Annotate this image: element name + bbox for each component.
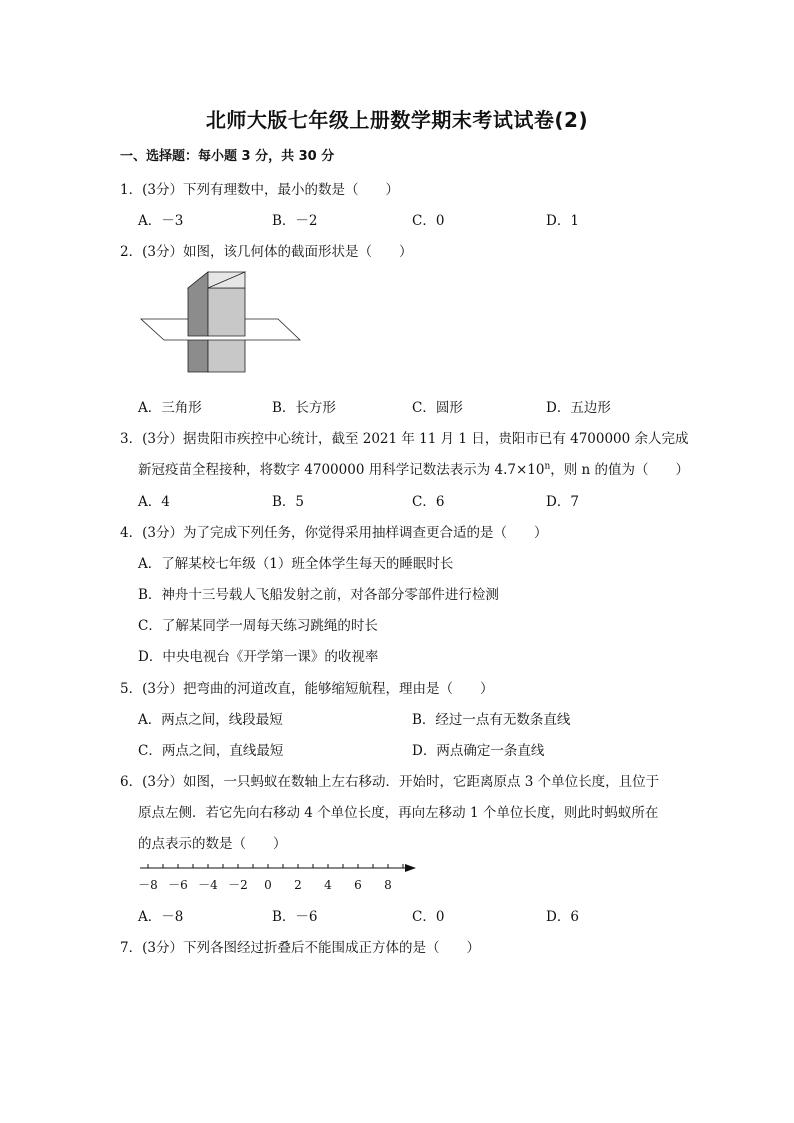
- number-line-label: －8: [138, 878, 158, 892]
- number-line-label: －2: [228, 878, 248, 892]
- question-6-stem-line1: 6．(3分）如图，一只蚂蚁在数轴上左右移动．开始时，它距离原点 3 个单位长度，且位于: [120, 774, 660, 790]
- number-line-ticks: [148, 864, 403, 868]
- section-heading: 一、选择题：每小题 3 分，共 30 分: [120, 149, 335, 164]
- question-1-stem: 1．(3分）下列有理数中，最小的数是（ ）: [120, 182, 399, 198]
- q6-option-d: D．6: [546, 909, 579, 925]
- q4-option-c: C．了解某同学一周每天练习跳绳的时长: [138, 618, 378, 634]
- number-line-figure: [136, 858, 421, 898]
- prism-upper-side: [188, 272, 208, 336]
- cube-cross-section-figure: [138, 270, 303, 382]
- q5-option-c: C．两点之间，直线最短: [138, 743, 284, 759]
- question-4-stem: 4．(3分）为了完成下列任务，你觉得采用抽样调查更合适的是（ ）: [120, 525, 548, 541]
- question-6-stem-line2: 原点左侧．若它先向右移动 4 个单位长度，再向左移动 1 个单位长度，则此时蚂蚁所在: [138, 805, 659, 821]
- number-line-label: 0: [264, 878, 272, 892]
- number-line-arrow: [405, 864, 416, 872]
- question-3-stem-line1: 3．(3分）据贵阳市疾控中心统计，截至 2021 年 11 月 1 日，贵阳市已有 4700000 余人完成: [120, 431, 689, 447]
- number-line-label: 8: [384, 878, 392, 892]
- q1-option-c: C．0: [412, 213, 445, 229]
- q3-option-a: A．4: [138, 494, 170, 510]
- q4-option-a: A．了解某校七年级（1）班全体学生每天的睡眠时长: [138, 556, 454, 572]
- q6-option-b: B．－6: [272, 909, 318, 925]
- question-7-stem: 7．(3分）下列各图经过折叠后不能围成正方体的是（ ）: [120, 940, 480, 956]
- number-line-label: －4: [198, 878, 218, 892]
- q1-option-d: D．1: [546, 213, 579, 229]
- q3-option-b: B．5: [272, 494, 305, 510]
- question-2-stem: 2．(3分）如图，该几何体的截面形状是（ ）: [120, 244, 413, 260]
- q1-option-a: A．－3: [138, 213, 184, 229]
- question-3-stem-line2: [138, 458, 689, 478]
- q5-option-d: D．两点确定一条直线: [412, 743, 545, 759]
- q2-option-a: A．三角形: [138, 400, 202, 416]
- q2-option-b: B．长方形: [272, 400, 336, 416]
- q4-option-d: D．中央电视台《开学第一课》的收视率: [138, 649, 379, 665]
- q5-option-b: B．经过一点有无数条直线: [412, 712, 571, 728]
- q3-option-d: D．7: [546, 494, 579, 510]
- q3-exponent: n: [544, 461, 551, 472]
- q5-option-a: A．两点之间，线段最短: [138, 712, 283, 728]
- question-6-stem-line3: 的点表示的数是（ ）: [138, 836, 287, 852]
- number-line-labels: [138, 878, 392, 892]
- exam-title: 北师大版七年级上册数学期末考试试卷(2): [205, 108, 589, 132]
- question-5-stem: 5．(3分）把弯曲的河道改直，能够缩短航程，理由是（ ）: [120, 681, 494, 697]
- number-line-label: －6: [168, 878, 188, 892]
- number-line-label: 6: [354, 878, 362, 892]
- q2-option-d: D．五边形: [546, 400, 611, 416]
- q3-line2-tail: ，则 n 的值为（ ）: [550, 462, 690, 478]
- q2-option-c: C．圆形: [412, 400, 463, 416]
- q1-option-b: B．－2: [272, 213, 318, 229]
- prism-upper-front: [208, 288, 245, 336]
- q4-option-b: B．神舟十三号载人飞船发射之前，对各部分零部件进行检测: [138, 587, 499, 603]
- q6-option-a: A．－8: [138, 909, 184, 925]
- number-line-label: 4: [324, 878, 332, 892]
- number-line-label: 2: [294, 878, 302, 892]
- q3-line2-text: 新冠疫苗全程接种，将数字 4700000 用科学记数法表示为 4.7×10: [138, 462, 545, 478]
- q3-option-c: C．6: [412, 494, 445, 510]
- q6-option-c: C．0: [412, 909, 445, 925]
